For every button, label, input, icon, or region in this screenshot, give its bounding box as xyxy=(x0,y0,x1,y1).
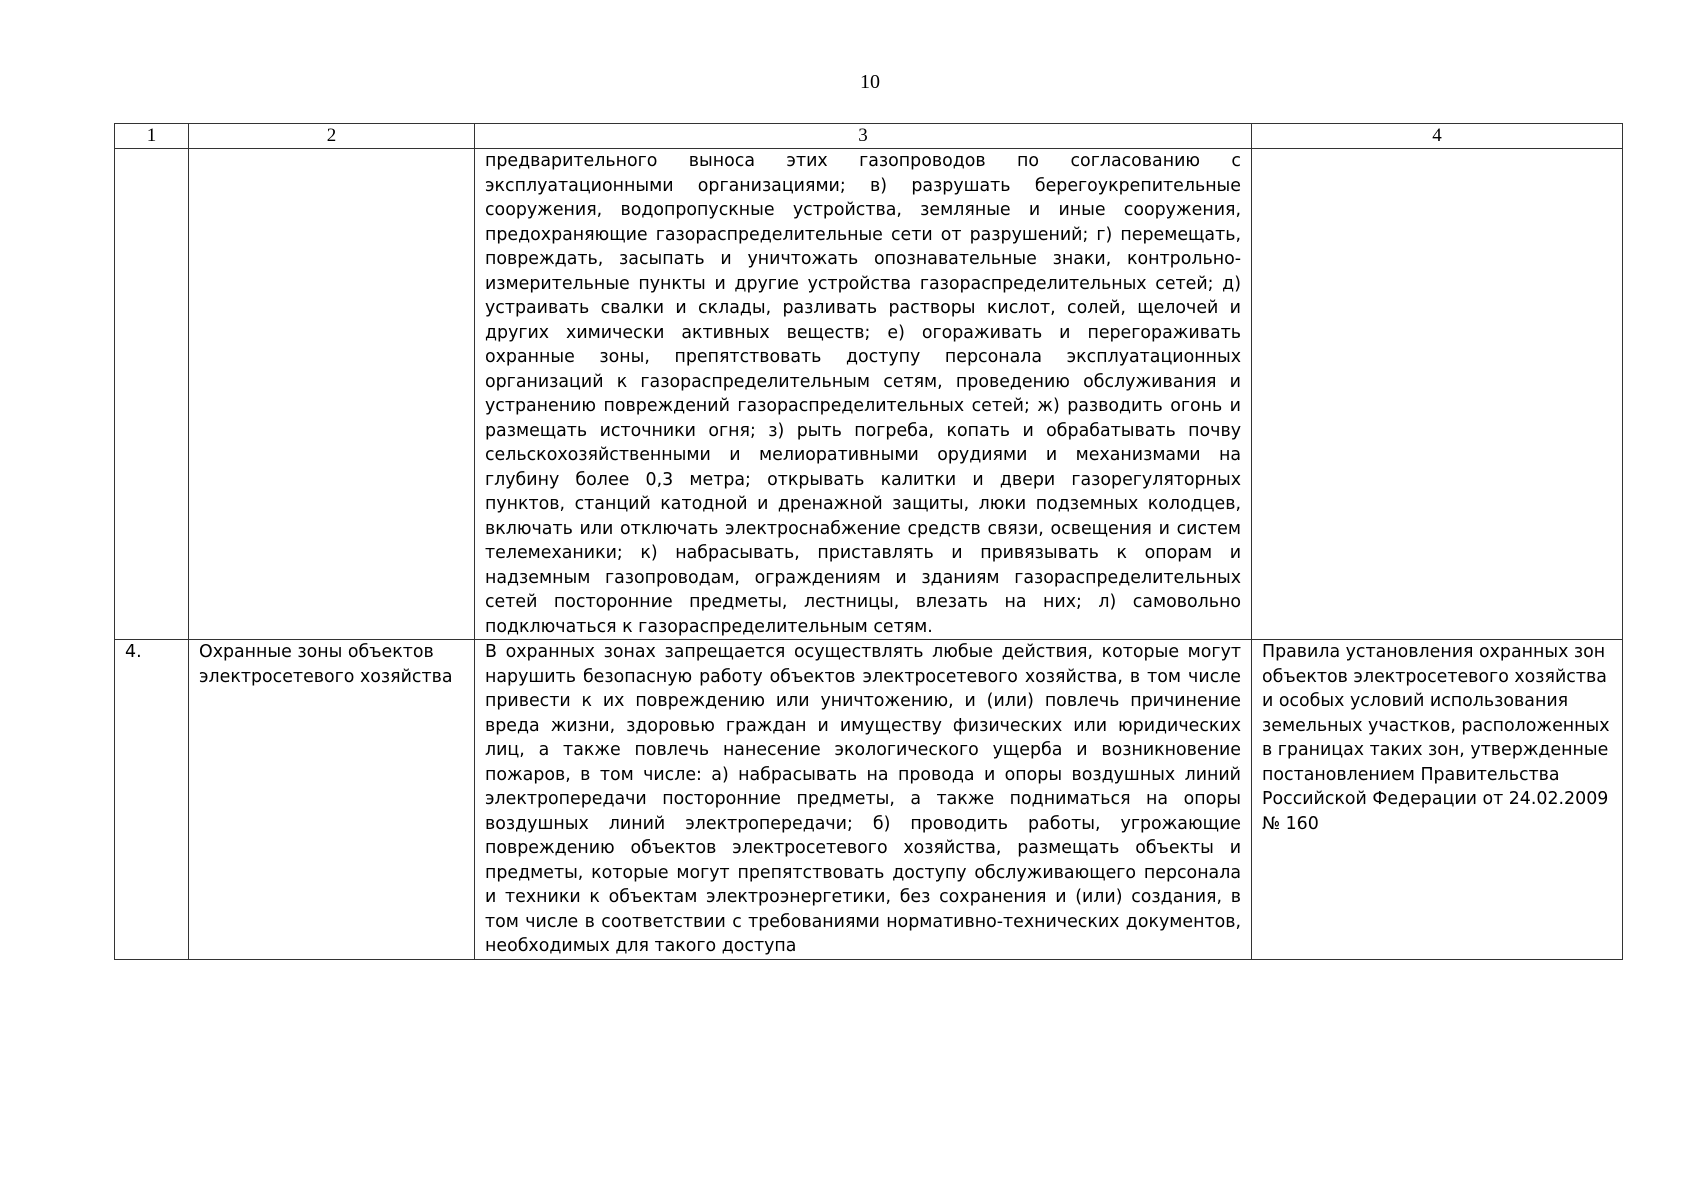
column-header-1: 1 xyxy=(115,124,189,149)
column-header-3: 3 xyxy=(475,124,1252,149)
restrictions-text: В охранных зонах запрещается осуществлять любые действия, которые могут нарушить безопасную работу объектов электросетевого хозяйства, в том числе привести к их повреждению или уничтожению, и (или) повлечь причинение вреда жизни, здоровью граждан и имуществу физических или юридических лиц, а также повлечь нанесение экологического ущерба и возникновение пожаров, в том числе: а) набрасывать на провода и опоры воздушных линий электропередачи посторонние предметы, а также подниматься на опоры воздушных линий электропередачи; б) проводить работы, угрожающие повреждению объектов электросетевого хозяйства, размещать объекты и предметы, которые могут препятствовать доступу обслуживающего персонала и техники к объектам электроэнергетики, без сохранения и (или) создания, в том числе в соответствии с требованиями нормативно-технических документов, необходимых для такого доступа xyxy=(485,642,1241,956)
restrictions-cell xyxy=(475,149,1252,640)
zone-name-cell xyxy=(189,149,475,640)
table-row xyxy=(115,640,1623,960)
header-row xyxy=(115,124,1623,149)
column-header-2: 2 xyxy=(189,124,475,149)
restrictions-cell xyxy=(475,640,1252,960)
row-number-cell xyxy=(115,149,189,640)
column-header-4: 4 xyxy=(1252,124,1623,149)
table-header xyxy=(115,124,1623,149)
row-number: 4. xyxy=(125,642,142,662)
row-number-cell xyxy=(115,640,189,960)
legal-basis-cell xyxy=(1252,149,1623,640)
zone-name: Охранные зоны объектов электросетевого хозяйства xyxy=(199,642,453,687)
page-number: 10 xyxy=(860,71,880,93)
restrictions-text: предварительного выноса этих газопроводов по согласованию с эксплуатационными организациями; в) разрушать берегоукрепительные сооружения, водопропускные устройства, земляные и иные сооружения, предохраняющие газораспределительные сети от разрушений; г) перемещать, повреждать, засыпать и уничтожать опознавательные знаки, контрольно-измерительные пункты и другие устройства газораспределительных сетей; д) устраивать свалки и склады, разливать растворы кислот, солей, щелочей и других химически активных веществ; е) огораживать и перегораживать охранные зоны, препятствовать доступу персонала эксплуатационных организаций к газораспределительным сетям, проведению обслуживания и устранению повреждений газораспределительных сетей; ж) разводить огонь и размещать источники огня; з) рыть погреба, копать и обрабатывать почву сельскохозяйственными и мелиоративными орудиями и механизмами на глубину более 0,3 метра; открывать калитки и двери газорегуляторных пунктов, станций катодной и дренажной защиты, люки подземных колодцев, включать или отключать электроснабжение средств связи, освещения и систем телемеханики; к) набрасывать, приставлять и привязывать к опорам и надземным газопроводам, ограждениям и зданиям газораспределительных сетей посторонние предметы, лестницы, влезать на них; л) самовольно подключаться к газораспределительным сетям. xyxy=(485,151,1241,637)
legal-basis: Правила установления охранных зон объектов электросетевого хозяйства и особых условий использования земельных участков, расположенных в границах таких зон, утвержденные постановлением Правительства Российской Федерации от 24.02.2009 № 160 xyxy=(1262,642,1610,834)
zone-name-cell xyxy=(189,640,475,960)
table-row xyxy=(115,149,1623,640)
restrictions-table xyxy=(114,123,1623,960)
legal-basis-cell xyxy=(1252,640,1623,960)
